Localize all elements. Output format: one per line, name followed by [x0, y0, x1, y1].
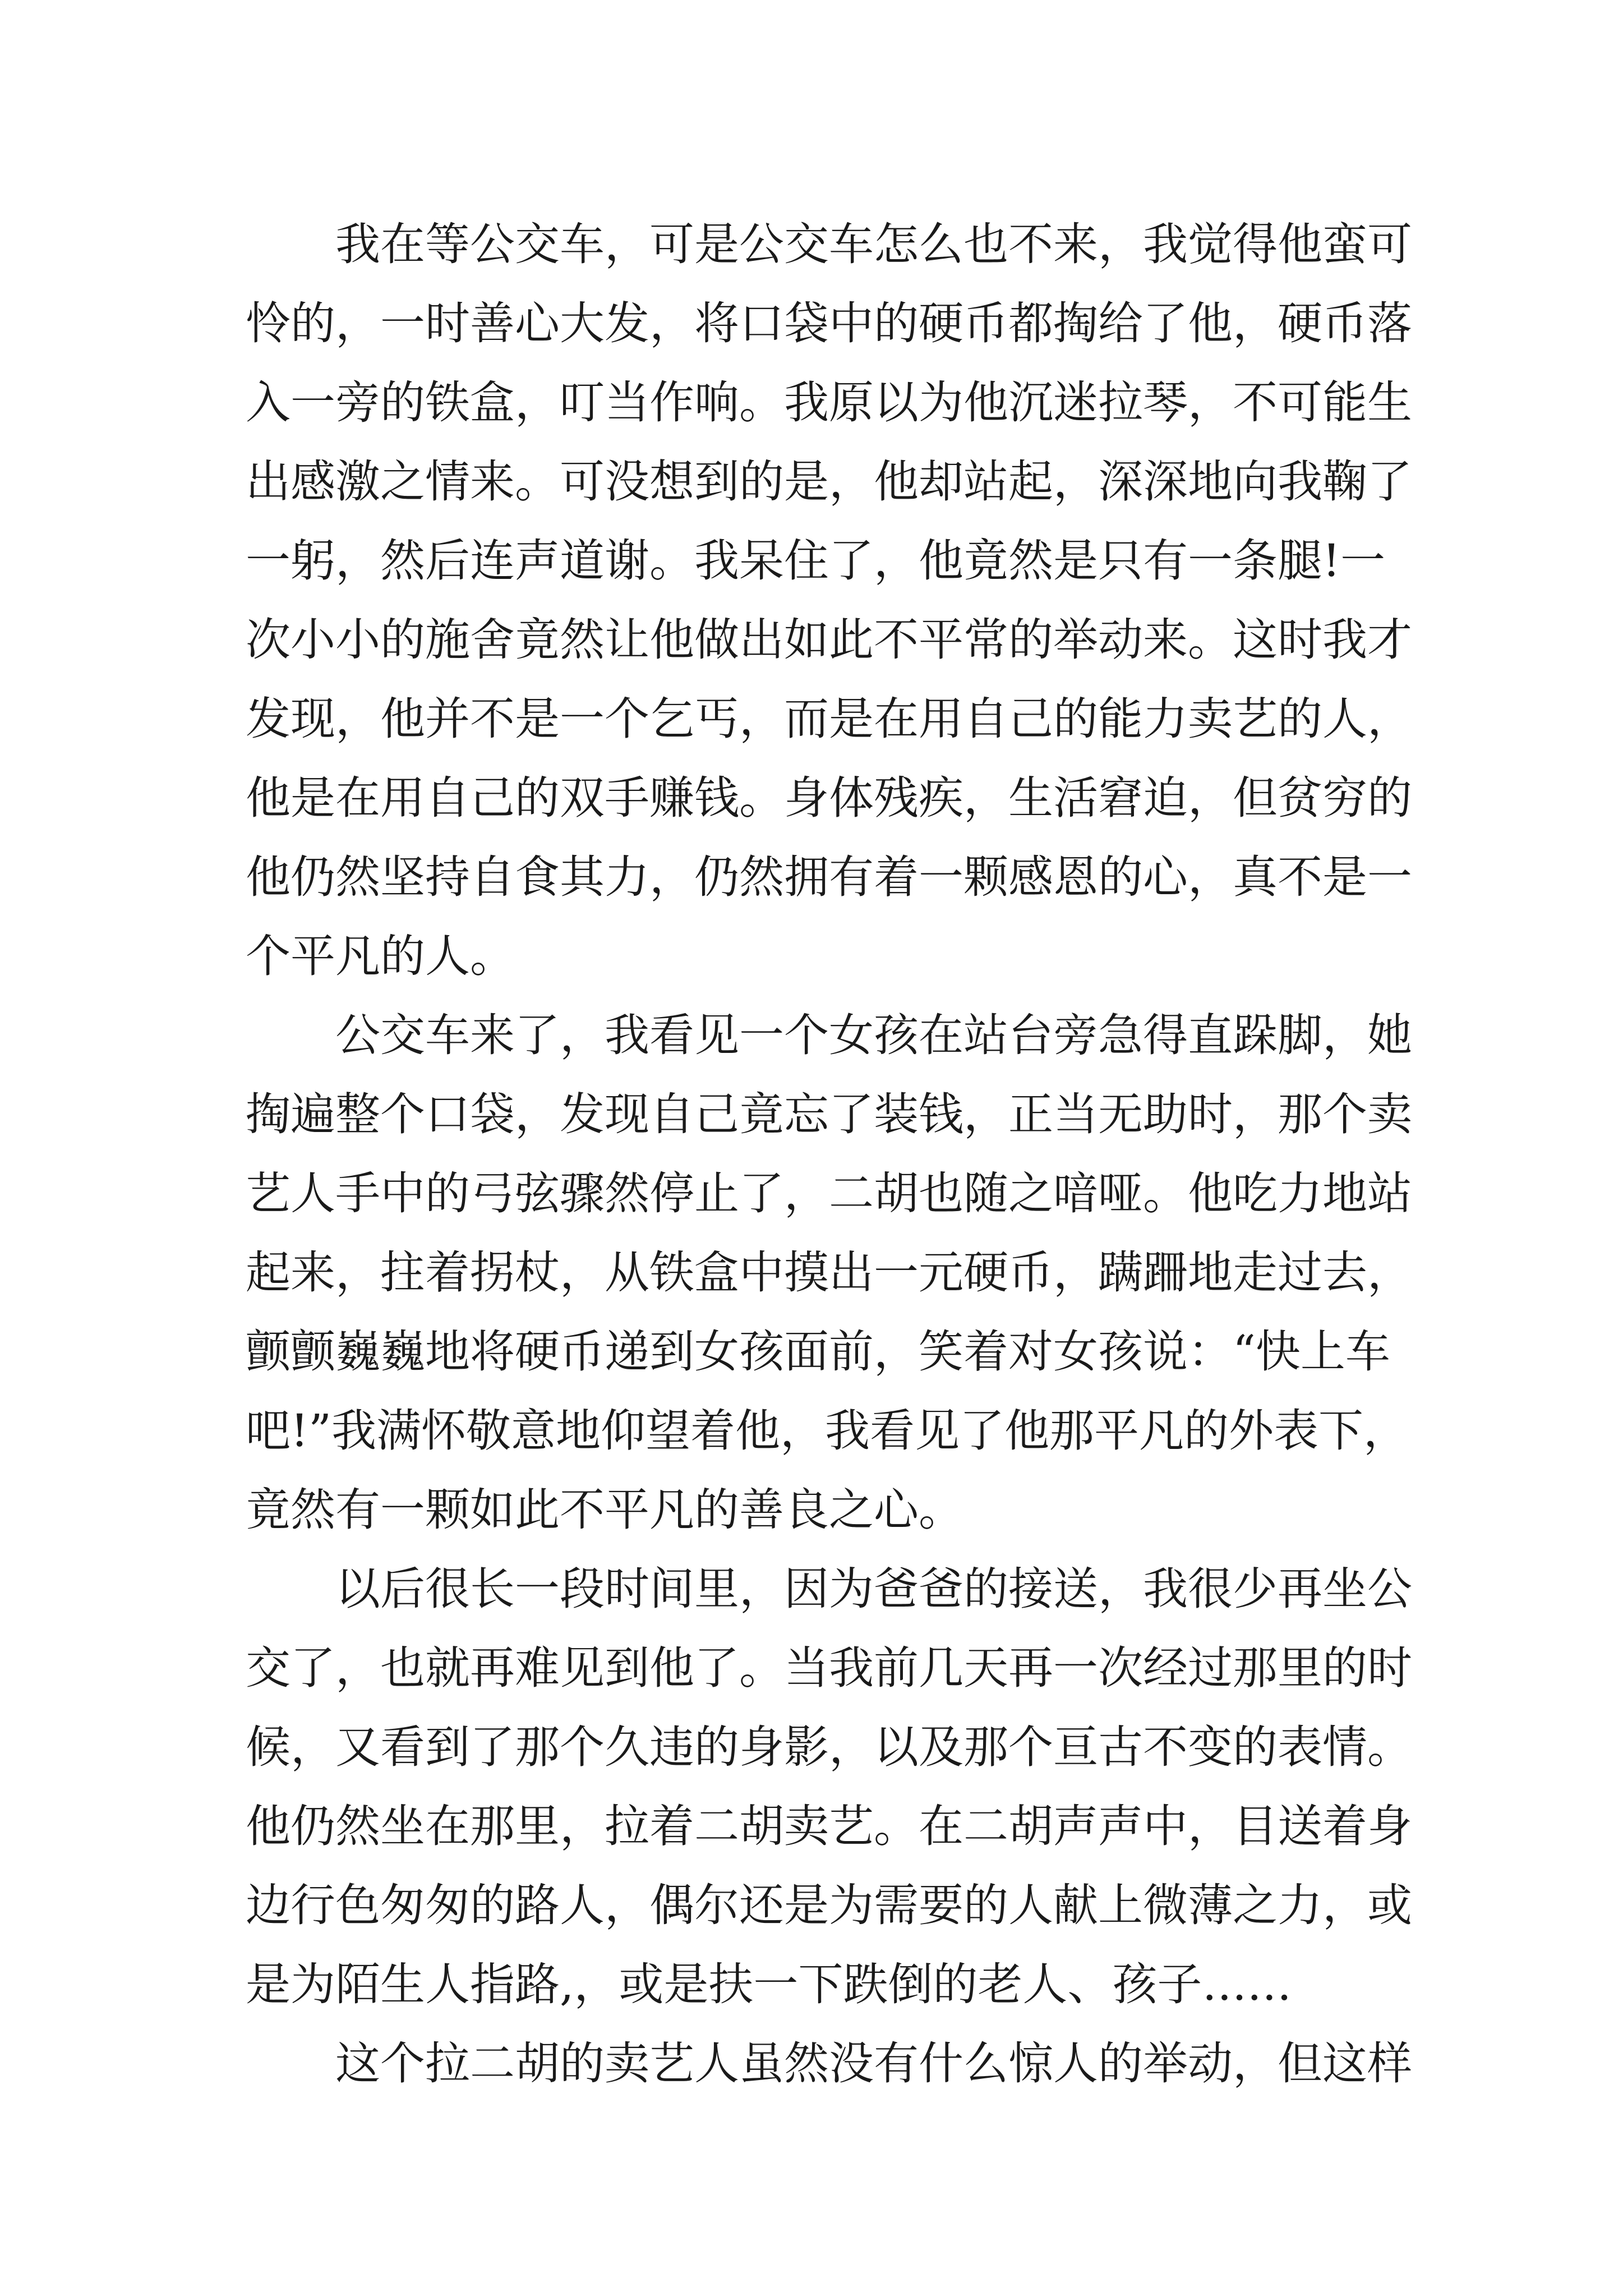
text-line: 艺人手中的弓弦骤然停止了，二胡也随之喑哑。他吃力地站 [246, 1167, 1412, 1220]
text-line: 入一旁的铁盒，叮当作响。我原以为他沉迷拉琴，不可能生 [246, 376, 1412, 429]
text-line: 掏遍整个口袋，发现自己竟忘了装钱，正当无助时，那个卖 [246, 1088, 1412, 1140]
paragraph-3 [246, 1549, 1412, 2024]
paragraph-1 [246, 205, 1412, 996]
text-line: 我在等公交车，可是公交车怎么也不来，我觉得他蛮可 [335, 218, 1412, 270]
text-line: 他仍然坚持自食其力，仍然拥有着一颗感恩的心，真不是一 [246, 851, 1412, 903]
text-line: 他仍然坐在那里，拉着二胡卖艺。在二胡声声中，目送着身 [246, 1800, 1412, 1852]
text-line: 个平凡的人。 [246, 930, 515, 982]
text-line: 他是在用自己的双手赚钱。身体残疾，生活窘迫，但贫穷的 [246, 772, 1412, 824]
text-line: 公交车来了，我看见一个女孩在站台旁急得直跺脚，她 [335, 1009, 1412, 1061]
text-line: 怜的，一时善心大发，将口袋中的硬币都掏给了他，硬币落 [246, 297, 1412, 349]
text-line: 这个拉二胡的卖艺人虽然没有什么惊人的举动，但这样 [335, 2037, 1412, 2090]
text-line: 一躬，然后连声道谢。我呆住了，他竟然是只有一条腿!一 [246, 535, 1386, 587]
text-line: 交了，也就再难见到他了。当我前几天再一次经过那里的时 [246, 1642, 1412, 1694]
text-line: 竟然有一颗如此不平凡的善良之心。 [246, 1484, 963, 1536]
text-line: 边行色匆匆的路人，偶尔还是为需要的人献上微薄之力，或 [246, 1879, 1412, 1931]
text-line: 次小小的施舍竟然让他做出如此不平常的举动来。这时我才 [246, 614, 1412, 666]
text-line: 候，又看到了那个久违的身影，以及那个亘古不变的表情。 [246, 1721, 1412, 1773]
text-line: 是为陌生人指路,，或是扶一下跌倒的老人、孩子…… [246, 1958, 1292, 2010]
text-line: 吧!”我满怀敬意地仰望着他，我看见了他那平凡的外表下， [246, 1405, 1409, 1457]
text-line: 发现，他并不是一个乞丐，而是在用自己的能力卖艺的人， [246, 693, 1412, 745]
document-body [246, 205, 1412, 2103]
paragraph-2 [246, 996, 1412, 1549]
text-line: 起来，拄着拐杖，从铁盒中摸出一元硬币，蹒跚地走过去， [246, 1246, 1412, 1299]
paragraph-4 [246, 2024, 1412, 2103]
text-line: 出感激之情来。可没想到的是，他却站起，深深地向我鞠了 [246, 455, 1412, 508]
text-line: 颤颤巍巍地将硬币递到女孩面前，笑着对女孩说：“快上车 [246, 1326, 1390, 1378]
text-line: 以后很长一段时间里，因为爸爸的接送，我很少再坐公 [335, 1563, 1412, 1615]
